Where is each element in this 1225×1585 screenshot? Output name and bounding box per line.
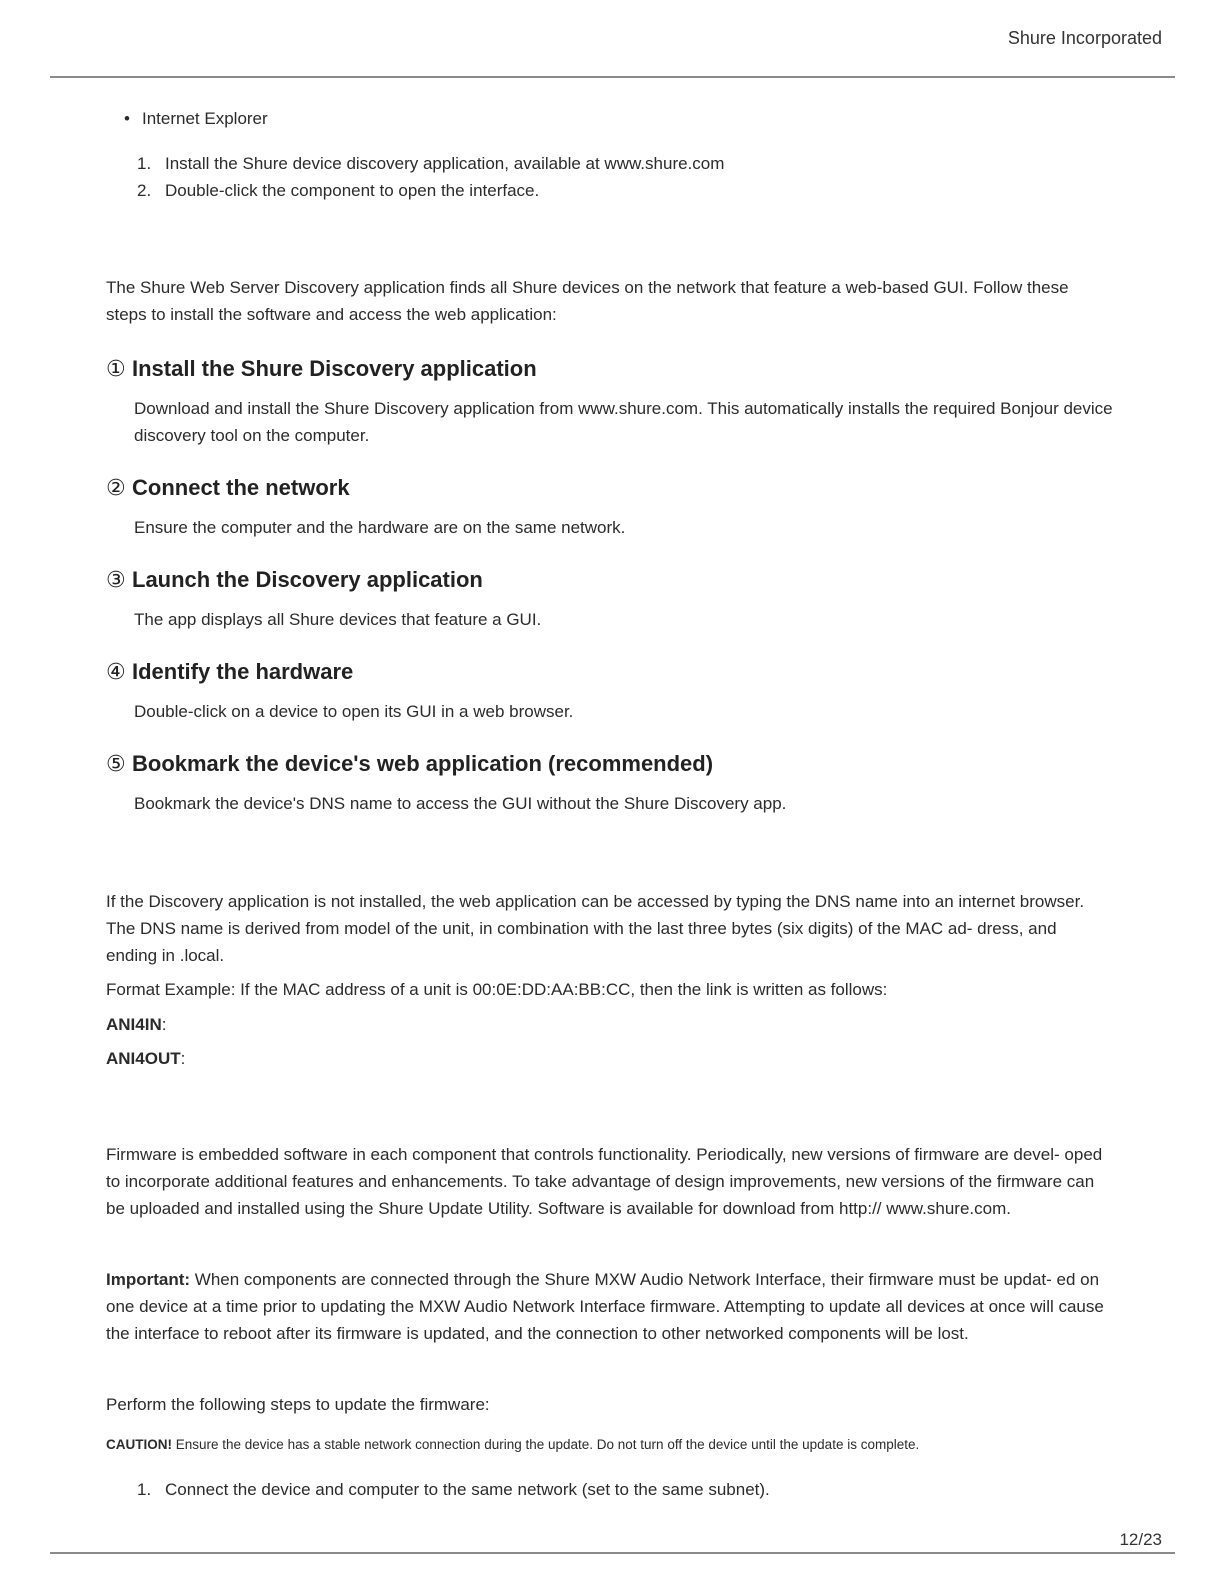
step-heading: ⑤ Bookmark the device's web application (recommended) — [106, 749, 713, 779]
header-divider — [50, 76, 1175, 78]
model-ani4in: ANI4IN: — [106, 1015, 167, 1034]
important-note: Important: When components are connected through the Shure MXW Audio Network Interface, their firmware must be updat- ed on one device at a time prior to updating the MXW Audio Network Interface firmware. Attempting to update all devices at once will cause the interface to reboot after its firmware is updated, and the connection to other networked components will be lost. — [106, 1270, 1104, 1343]
step-heading: ② Connect the network — [106, 473, 350, 503]
list-item: 1. Connect the device and computer to the same network (set to the same subnet). — [137, 1480, 770, 1499]
step-number-icon: ③ — [106, 567, 126, 592]
step-description: Double-click on a device to open its GUI in a web browser. — [134, 702, 574, 721]
step-heading: ③ Launch the Discovery application — [106, 565, 483, 595]
step-heading: ④ Identify the hardware — [106, 657, 353, 687]
caution-note: CAUTION! Ensure the device has a stable network connection during the update. Do not turn off the device until the update is complete. — [106, 1437, 920, 1452]
step-description: Ensure the computer and the hardware are on the same network. — [134, 518, 626, 537]
dns-paragraph: If the Discovery application is not installed, the web application can be accessed by typing the DNS name into an internet browser. The DNS name is derived from model of the unit, in combination with the last three bytes (six digits) of the MAC ad- dress, and ending in .local. — [106, 892, 1085, 965]
step-number-icon: ① — [106, 356, 126, 381]
step-number-icon: ④ — [106, 659, 126, 684]
page-number: 12/23 — [1119, 1530, 1162, 1549]
discovery-intro: The Shure Web Server Discovery application finds all Shure devices on the network that feature a web-based GUI. Follow these steps to install the software and access the web application: — [106, 278, 1069, 324]
step-number-icon: ⑤ — [106, 751, 126, 776]
list-item: • Internet Explorer — [124, 109, 268, 129]
footer-divider — [50, 1552, 1175, 1554]
step-heading: ① Install the Shure Discovery application — [106, 354, 537, 384]
perform-steps: Perform the following steps to update the firmware: — [106, 1395, 490, 1414]
browser-list — [124, 109, 268, 129]
step-number-icon: ② — [106, 475, 126, 500]
step-description: Bookmark the device's DNS name to access the GUI without the Shure Discovery app. — [134, 794, 787, 813]
header-company: Shure Incorporated — [1007, 28, 1162, 48]
step-description: Download and install the Shure Discovery application from www.shure.com. This automatically installs the required Bonjour device discovery tool on the computer. — [134, 399, 1113, 445]
install-steps — [137, 150, 724, 204]
list-item: 1. Install the Shure device discovery application, available at www.shure.com — [137, 154, 725, 173]
update-steps — [137, 1476, 770, 1503]
step-description: The app displays all Shure devices that feature a GUI. — [134, 610, 542, 629]
list-item: 2. Double-click the component to open the interface. — [137, 181, 540, 200]
format-example: Format Example: If the MAC address of a unit is 00:0E:DD:AA:BB:CC, then the link is written as follows: — [106, 980, 888, 999]
model-ani4out: ANI4OUT: — [106, 1049, 186, 1068]
firmware-paragraph: Firmware is embedded software in each component that controls functionality. Periodically, new versions of firmware are devel- oped to incorporate additional features and enhancements. To take advantage of design improvements, new versions of the firmware can be uploaded and installed using the Shure Update Utility. Software is available for download from http:// www.shure.com. — [106, 1145, 1103, 1218]
